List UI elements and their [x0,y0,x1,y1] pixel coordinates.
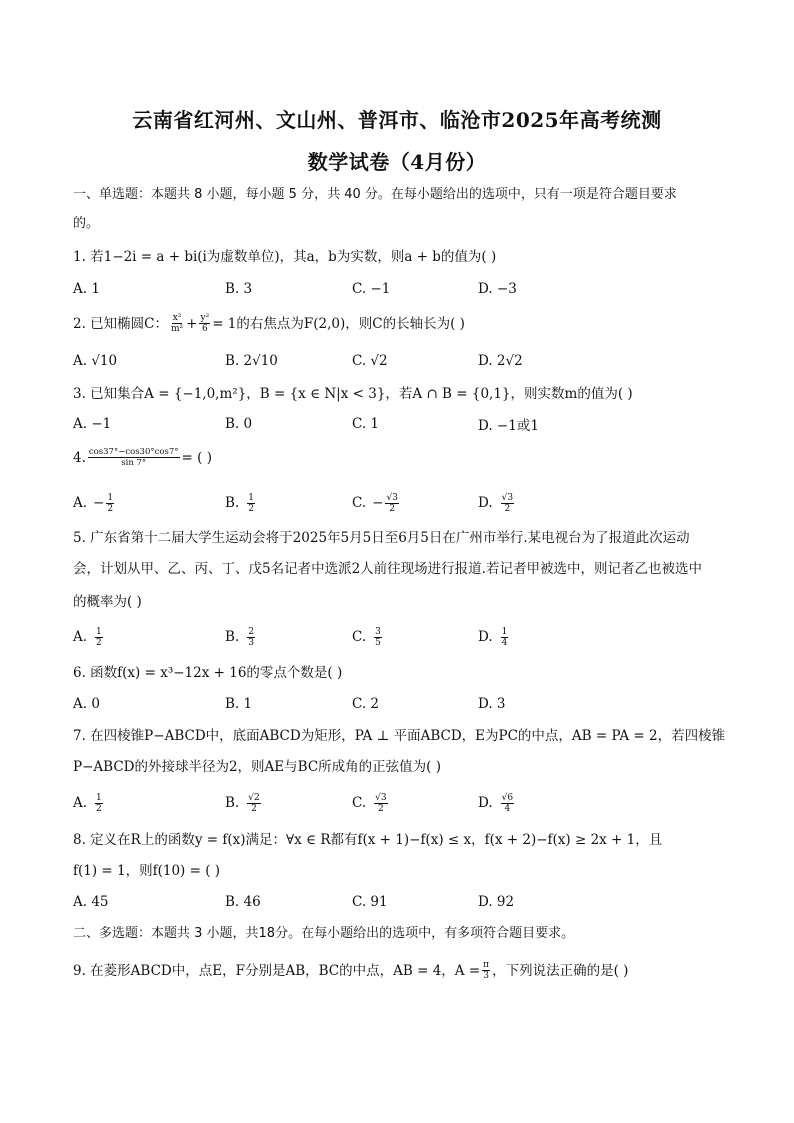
question-3-options [73,409,733,439]
fraction: $\frac{2}{3}$ [248,626,254,648]
option-a: A. 1 [73,281,100,297]
option-d: D. −3 [478,281,517,297]
option-d: D. 3 [478,696,506,712]
option-b: B. $\frac{√2}{2}$ [225,792,260,814]
option-d: D. 92 [478,894,515,910]
question-8-options [73,887,733,917]
option-b: B. 1 [225,696,253,712]
fraction: $\frac{3}{5}$ [375,626,381,648]
fraction: $\frac{√3}{2}$ [501,492,514,514]
question-8-line1: 8. 定义在R上的函数y = f(x)满足：∀x ∈ R都有f(x + 1)−f(x) ≤ x，f(x + 2)−f(x) ≥ 2x + 1，且 [73,832,663,848]
fraction: $\frac{√6}{4}$ [501,792,514,814]
option-a: A. −1 [73,416,112,432]
question-7-line1: 7. 在四棱锥P−ABCD中，底面ABCD为矩形，PA ⊥ 平面ABCD，E为PC的中点，AB = PA = 2，若四棱锥 [73,728,726,744]
fraction: $\frac{\cos 37^\circ-\cos 30^\circ\cos 7^\circ}{\sin 7^\circ}$ [88,447,179,468]
exam-title: 云南省红河州、文山州、普洱市、临沧市2025年高考统测 [132,108,662,132]
option-b: B. $\frac{2}{3}$ [225,626,254,648]
option-b: B. 0 [225,416,253,432]
option-d: D. $\frac{√3}{2}$ [478,492,514,514]
fraction: $\frac{\pi}{3}$ [483,960,490,981]
option-c: C. $\frac{3}{5}$ [352,626,381,648]
option-d: D. $\frac{1}{4}$ [478,626,508,648]
fraction: $\frac{1}{2}$ [96,792,102,814]
question-5-line3: 的概率为( ) [73,594,142,610]
question-7-options [73,788,733,818]
option-b: B. 2√10 [225,353,278,369]
question-5-line2: 会，计划从甲、乙、丙、丁、戊5名记者中选派2人前往现场进行报道.若记者甲被选中，则记者乙也被选中 [73,561,702,577]
option-c: C. 91 [352,894,388,910]
question-3: 3. 已知集合A = {−1,0,m²}，B = {x ∈ N|x < 3}，若A ∩ B = {0,1}，则实数m的值为( ) [73,386,633,402]
option-b: B. $\frac{1}{2}$ [225,492,254,514]
option-a: A. 45 [73,894,109,910]
section1-heading: 一、单选题：本题共 8 小题，每小题 5 分，共 40 分。在每小题给出的选项中，只有一项是符合题目要求 [73,187,677,202]
option-c: C. 2 [352,696,380,712]
exam-subtitle: 数学试卷（4月份） [307,150,487,174]
option-b: B. 3 [225,281,253,297]
fraction: $\frac{1}{2}$ [107,492,114,514]
fraction: $\frac{1}{4}$ [501,626,508,648]
question-2-options [73,346,733,376]
question-4-options [73,488,733,518]
option-d: D. 2√2 [478,353,523,369]
question-6: 6. 函数f(x) = x³−12x + 16的零点个数是( ) [73,665,343,681]
option-a: A. 0 [73,696,100,712]
fraction: $\frac{√3}{2}$ [375,792,387,814]
question-2-text-a: 2. 已知椭圆C： [73,315,169,332]
question-4: 4. $\frac{\cos 37^\circ-\cos 30^\circ\cos 7^\circ}{\sin 7^\circ}$ = ( ) [73,447,212,468]
fraction: $\frac{1}{2}$ [96,626,102,648]
option-c: C. 1 [352,416,380,432]
section1-heading-cont: 的。 [73,216,100,231]
question-9: 9. 在菱形ABCD中，点E，F分别是AB，BC的中点，AB = 4，A = $\frac{\pi}{3}$ ，下列说法正确的是( ) [73,960,629,981]
fraction: $\frac{√3}{2}$ [386,492,398,514]
question-1-options [73,274,733,304]
option-d: D. −1或1 [478,418,539,434]
option-c: C. −1 [352,281,391,297]
question-5-options [73,622,733,652]
option-b: B. 46 [225,894,261,910]
question-2-text-b: = 1的右焦点为F(2,0)，则C的长轴长为( ) [212,315,465,332]
question-5-line1: 5. 广东省第十二届大学生运动会将于2025年5月5日至6月5日在广州市举行.某电视台为了报道此次运动 [73,530,690,546]
option-c: C. $\frac{√3}{2}$ [352,792,387,814]
option-c: C. √2 [352,353,388,369]
fraction: $\frac{√2}{2}$ [248,792,260,814]
fraction: $\frac{\text{y²}}{6}$ [200,313,210,334]
option-d: D. $\frac{√6}{4}$ [478,792,514,814]
option-a: A. − $\frac{1}{2}$ [73,492,114,514]
option-c: C. − $\frac{√3}{2}$ [352,492,398,514]
fraction: $\frac{1}{2}$ [248,492,254,514]
question-6-options [73,689,733,719]
section2-heading: 二、多选题：本题共 3 小题，共18分。在每小题给出的选项中，有多项符合题目要求。 [73,926,575,941]
question-2: 2. 已知椭圆C： $\frac{\text{x²}}{\text{m²}}$ + $\frac{\text{y²}}{6}$ = 1的右焦点为F(2,0)，则C的长轴长为( ) [73,313,465,334]
option-a: A. $\frac{1}{2}$ [73,792,102,814]
question-8-line2: f(1) = 1，则f(10) = ( ) [73,863,221,879]
question-7-line2: P−ABCD的外接球半径为2，则AE与BC所成角的正弦值为( ) [73,759,441,775]
fraction: $\frac{\text{x²}}{\text{m²}}$ [171,313,184,334]
question-1: 1. 若1−2i = a + bi(i为虚数单位)，其a，b为实数，则a + b的值为( ) [73,249,497,265]
option-a: A. $\frac{1}{2}$ [73,626,102,648]
option-a: A. √10 [73,353,118,369]
